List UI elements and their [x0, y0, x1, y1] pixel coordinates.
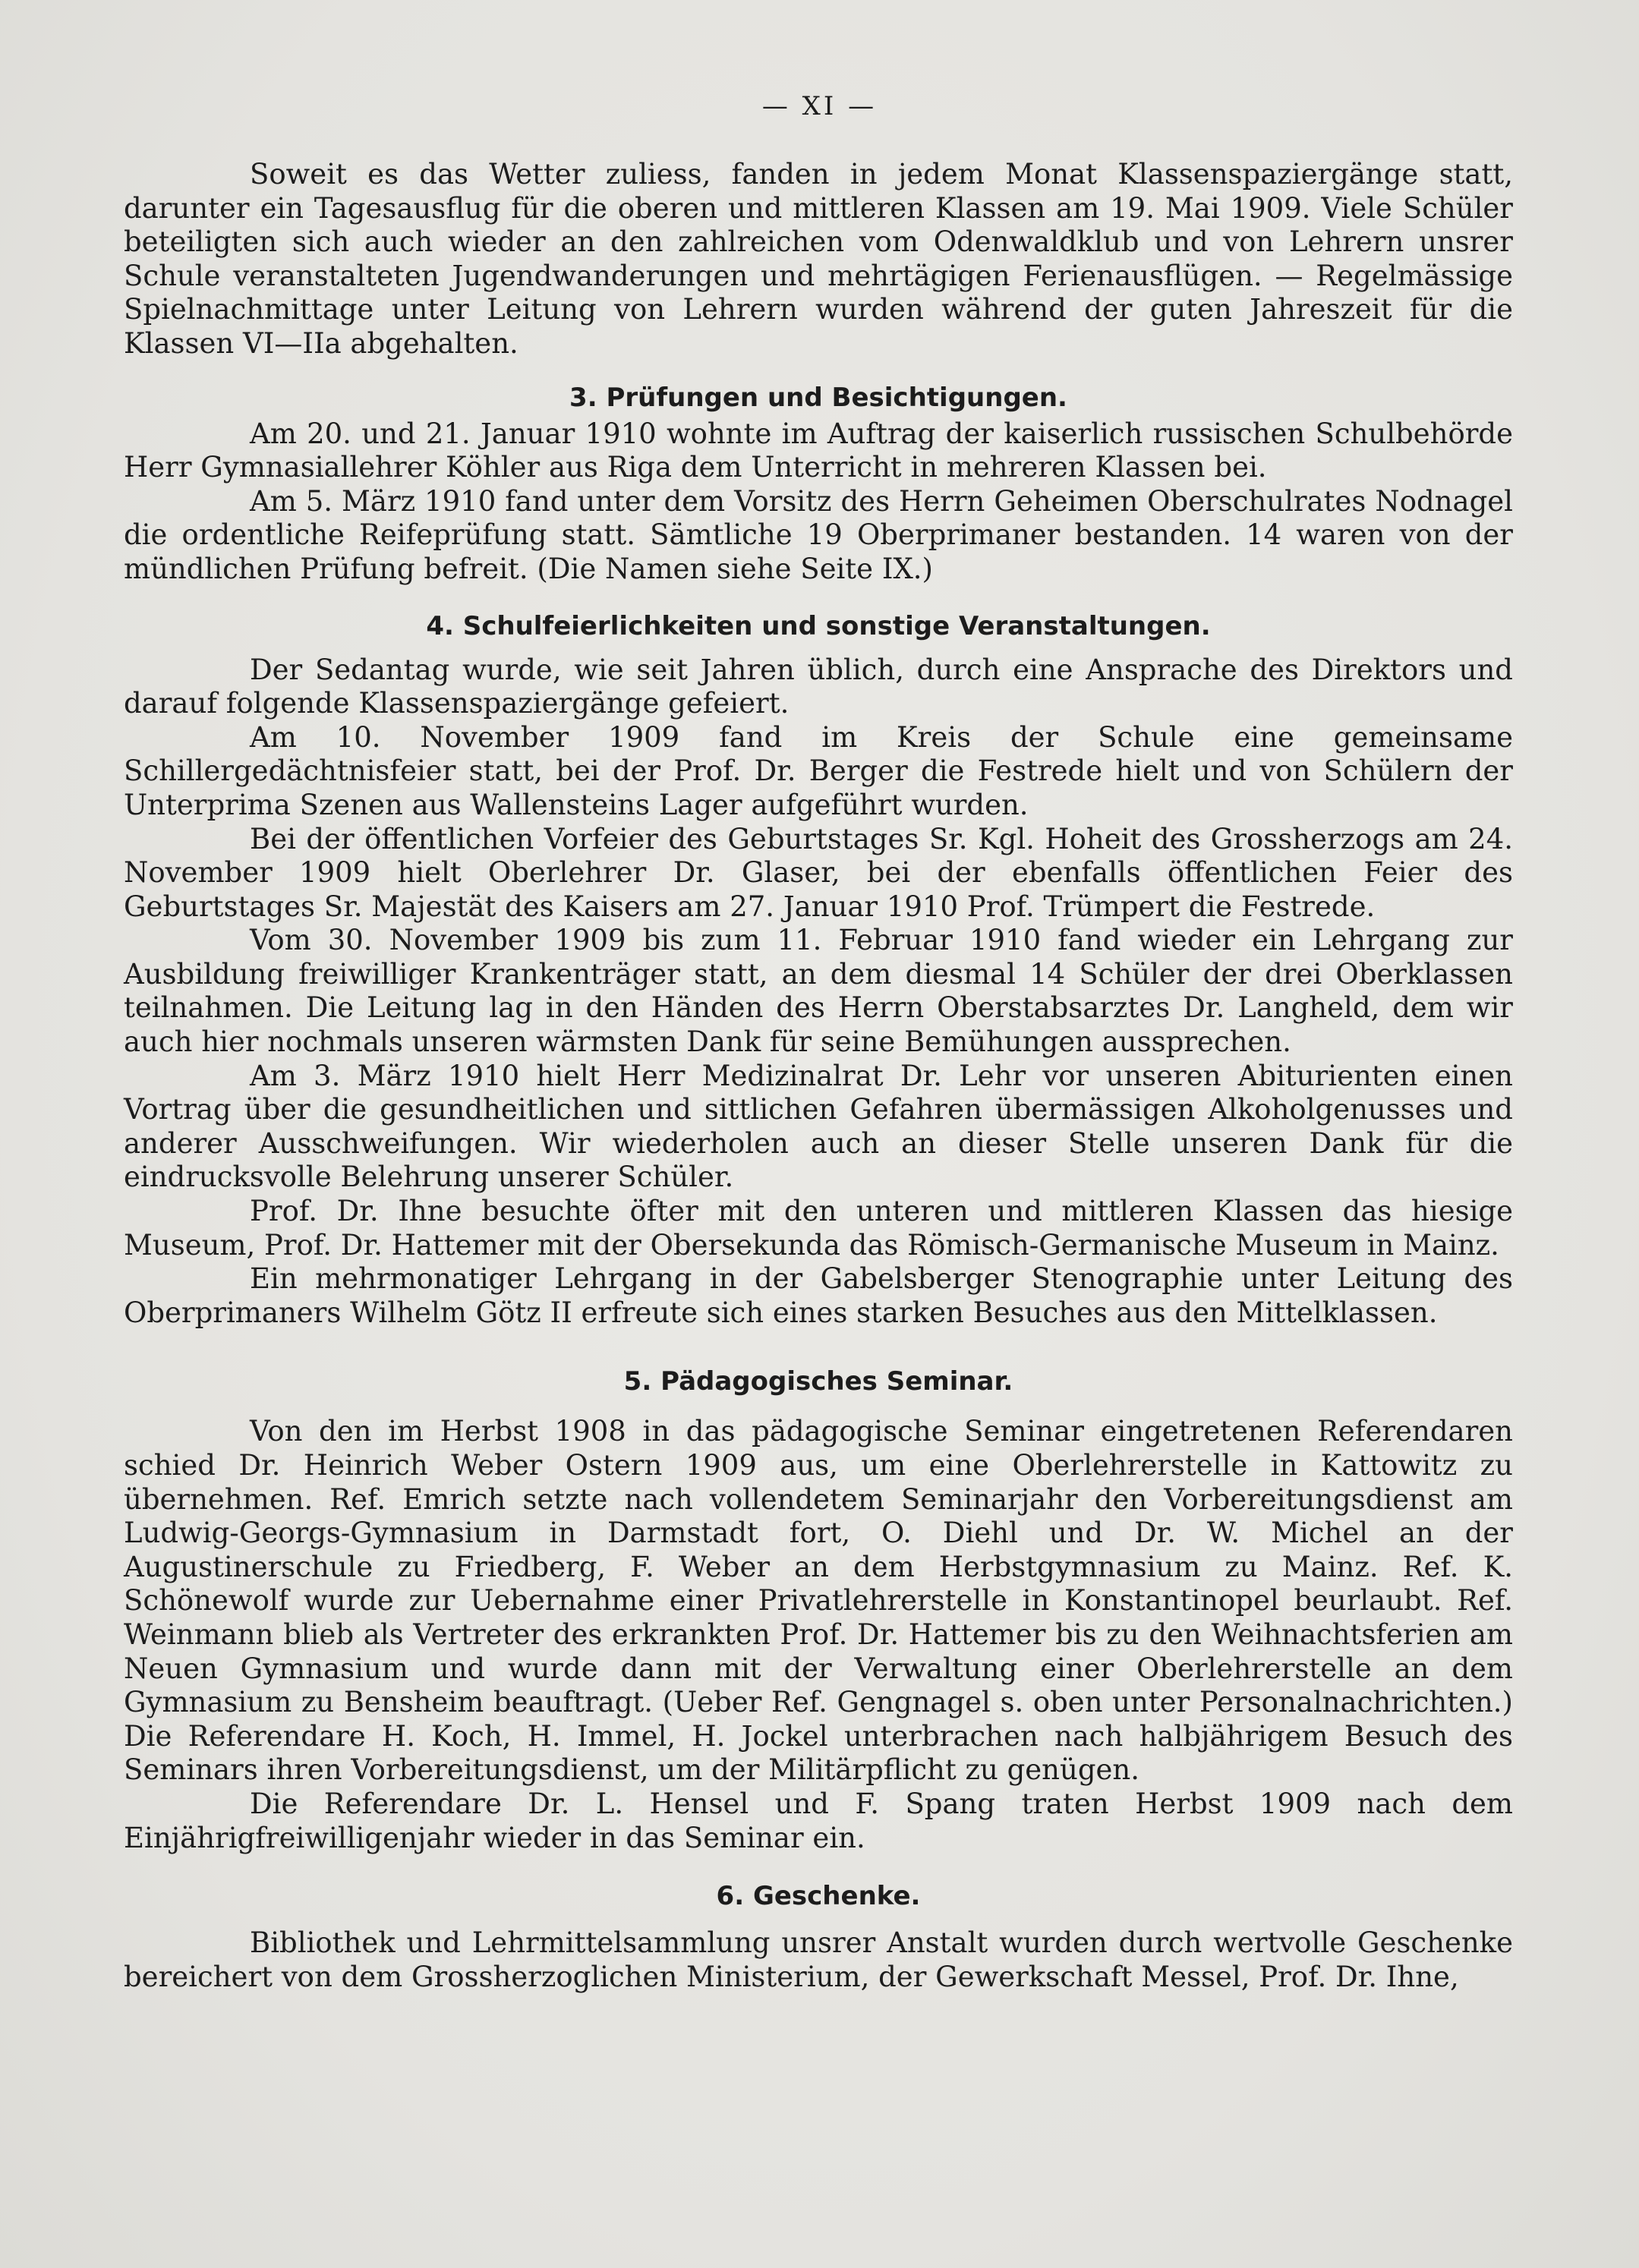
paragraph: Von den im Herbst 1908 in das pädagogische Seminar eingetretenen Referendaren schied Dr. Heinrich Weber Ostern 1909 aus, um eine Oberlehrerstelle in Kattowitz zu übernehmen. Ref. Emrich setzte nach vollendetem Seminarjahr den Vorbereitungsdienst am Ludwig-Georgs-Gymnasium in Darmstadt fort, O. Diehl und Dr. W. Michel an der Augustinerschule zu Friedberg, F. Weber an dem Herbstgymnasium zu Mainz. Ref. K. Schönewolf wurde zur Uebernahme einer Privatlehrerstelle in Konstantinopel beurlaubt. Ref. Weinmann blieb als Vertreter des erkrankten Prof. Dr. Hattemer bis zu den Weihnachtsferien am Neuen Gymnasium und wurde dann mit der Verwaltung einer Oberlehrerstelle an dem Gymnasium zu Bensheim beauftragt. (Ueber Ref. Gengnagel s. oben unter Personalnachrichten.) Die Referendare H. Koch, H. Immel, H. Jockel unterbrachen nach halbjährigem Besuch des Seminars ihren Vorbereitungsdienst, um der Militärpflicht zu genügen.: [124, 1415, 1513, 1787]
document-body: [124, 158, 1513, 1994]
paragraph: Die Referendare Dr. L. Hensel und F. Spang traten Herbst 1909 nach dem Einjährigfreiwilligenjahr wieder in das Seminar ein.: [124, 1787, 1513, 1854]
paragraph: Am 20. und 21. Januar 1910 wohnte im Auftrag der kaiserlich russischen Schulbehörde Herr Gymnasiallehrer Köhler aus Riga dem Unterricht in mehreren Klassen bei.: [124, 417, 1513, 484]
paragraph: Vom 30. November 1909 bis zum 11. Februar 1910 fand wieder ein Lehrgang zur Ausbildung freiwilliger Krankenträger statt, an dem diesmal 14 Schüler der drei Oberklassen teilnahmen. Die Leitung lag in den Händen des Herrn Oberstabsarztes Dr. Langheld, dem wir auch hier nochmals unseren wärmsten Dank für seine Bemühungen aussprechen.: [124, 924, 1513, 1059]
paragraph: Soweit es das Wetter zuliess, fanden in jedem Monat Klassenspaziergänge statt, darunter ein Tagesausflug für die oberen und mittleren Klassen am 19. Mai 1909. Viele Schüler beteiligten sich auch wieder an den zahlreichen vom Odenwaldklub und von Lehrern unsrer Schule veranstalteten Jugendwanderungen und mehrtägigen Ferienausflügen. — Regelmässige Spielnachmittage unter Leitung von Lehrern wurden während der guten Jahreszeit für die Klassen VI—IIa abgehalten.: [124, 158, 1513, 360]
section-heading-geschenke: 6. Geschenke.: [716, 1881, 921, 1912]
section-heading-pruefungen: 3. Prüfungen und Besichtigungen.: [569, 382, 1067, 413]
paragraph: Am 10. November 1909 fand im Kreis der Schule eine gemeinsame Schillergedächtnisfeier statt, bei der Prof. Dr. Berger die Festrede hielt und von Schülern der Unterprima Szenen aus Wallensteins Lager aufgeführt wurden.: [124, 720, 1513, 821]
paragraph: Am 3. März 1910 hielt Herr Medizinalrat Dr. Lehr vor unseren Abiturienten einen Vortrag über die gesundheitlichen und sittlichen Gefahren übermässigen Alkoholgenusses und anderer Ausschweifungen. Wir wiederholen auch an dieser Stelle unseren Dank für die eindrucksvolle Belehrung unserer Schüler.: [124, 1059, 1513, 1194]
paragraph: Am 5. März 1910 fand unter dem Vorsitz des Herrn Geheimen Oberschulrates Nodnagel die ordentliche Reifeprüfung statt. Sämtliche 19 Oberprimaner bestanden. 14 waren von der mündlichen Prüfung befreit. (Die Namen siehe Seite IX.): [124, 484, 1513, 585]
paragraph: Der Sedantag wurde, wie seit Jahren üblich, durch eine Ansprache des Direktors und darauf folgende Klassenspaziergänge gefeiert.: [124, 653, 1513, 720]
paragraph: Bei der öffentlichen Vorfeier des Geburtstages Sr. Kgl. Hoheit des Grossherzogs am 24. November 1909 hielt Oberlehrer Dr. Glaser, bei der ebenfalls öffentlichen Feier des Geburtstages Sr. Majestät des Kaisers am 27. Januar 1910 Prof. Trümpert die Festrede.: [124, 822, 1513, 923]
page-number: — XI —: [761, 91, 878, 121]
paragraph: Bibliothek und Lehrmittelsammlung unsrer Anstalt wurden durch wertvolle Geschenke bereichert von dem Grossherzoglichen Ministerium, der Gewerkschaft Messel, Prof. Dr. Ihne,: [124, 1926, 1513, 1993]
section-heading-seminar: 5. Pädagogisches Seminar.: [623, 1366, 1013, 1397]
paragraph: Prof. Dr. Ihne besuchte öfter mit den unteren und mittleren Klassen das hiesige Museum, Prof. Dr. Hattemer mit der Obersekunda das Römisch-Germanische Museum in Mainz.: [124, 1195, 1513, 1262]
section-heading-schulfeierlichkeiten: 4. Schulfeierlichkeiten und sonstige Veranstaltungen.: [426, 610, 1211, 641]
paragraph: Ein mehrmonatiger Lehrgang in der Gabelsberger Stenographie unter Leitung des Oberprimaners Wilhelm Götz II erfreute sich eines starken Besuches aus den Mittelklassen.: [124, 1262, 1513, 1329]
